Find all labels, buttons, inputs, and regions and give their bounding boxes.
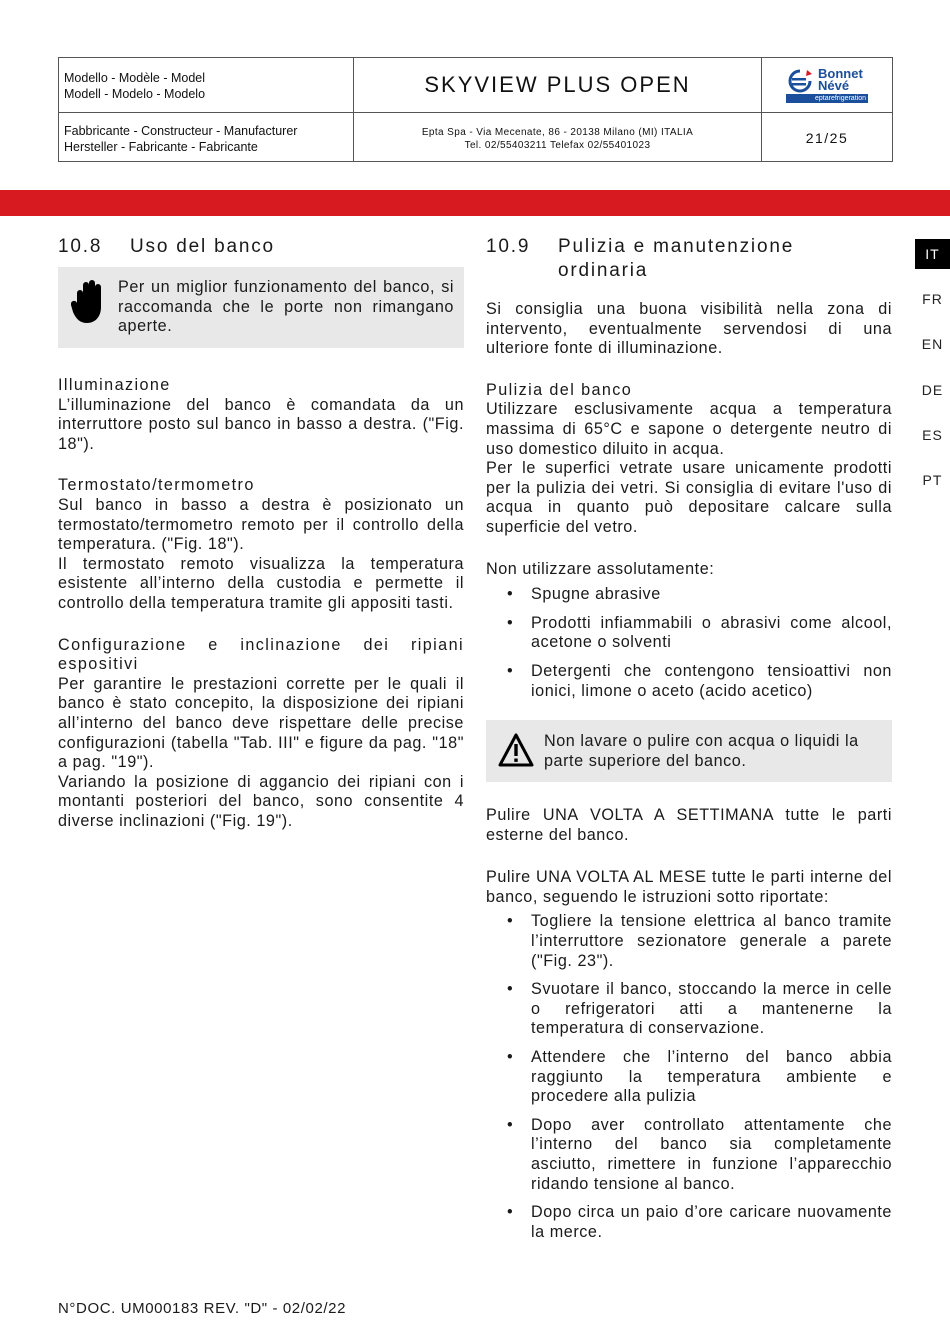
tab-es[interactable]: ES [922,427,943,443]
termostato-text-2: Il termostato remoto visualizza la temperatura esistente all’interno della custodia e permette il controllo della temperatura tramite gli appositi tasti. [58,554,464,612]
termostato-text-1: Sul banco in basso a destra è posizionato un termostato/termometro remoto per il controllo della temperatura. ("Fig. 18"). [58,495,464,554]
list-item: • Prodotti infiammabili o abrasivi come alcool, acetone o solventi [486,614,892,653]
left-column [58,235,464,831]
manufacturer-label: Fabbricante - Constructeur - Manufacturer Hersteller - Fabricante - Fabricante [64,124,298,154]
red-band [0,190,950,216]
warning-box [486,720,892,782]
pulizia-text-2: Per le superfici vetrate usare unicamente prodotti per la pulizia dei vetri. Si consiglia di evitare l'uso di acqua in quanto può depositare calcare sulla superficie del vetro. [486,459,892,536]
list-item: • Togliere la tensione elettrica al banco tramite l’interruttore sezionatore generale a parete ("Fig. 23"). [486,912,892,971]
manufacturer-address: Epta Spa - Via Mecenate, 86 - 20138 Milano (MI) ITALIA Tel. 02/55403211 Telefax 02/55401023 [421,127,694,151]
tab-fr[interactable]: FR [922,291,943,307]
divider [59,112,892,113]
right-column [486,235,892,1251]
weekly-text: Pulire UNA VOLTA A SETTIMANA tutte le parti esterne del banco. [486,806,892,844]
pulizia-title: Pulizia del banco [486,380,633,399]
tab-de[interactable]: DE [921,382,944,398]
document-number: N°DOC. UM000183 REV. "D" - 02/02/22 [58,1300,347,1317]
tab-en[interactable]: EN [921,336,944,352]
never-use-list [486,585,892,701]
section-title-10-9: 10.9 Pulizia e manutenzione ordinaria [486,236,795,281]
list-item: • Dopo aver controllato attentamente che l’interno del banco sia completamente asciutto, rimettere in funzione l’apparecchio ridando tensione al banco. [486,1116,892,1194]
product-title: SKYVIEW PLUS OPEN [424,72,691,97]
config-title: Configurazione e inclinazione dei ripiani espositivi [58,635,464,674]
section-title-10-8: 10.8 Uso del banco [58,236,275,257]
model-label: Modello - Modèle - Model Modell - Modelo - Modelo [64,71,206,101]
list-item: • Spugne abrasive [486,585,892,605]
monthly-text: Pulire UNA VOLTA AL MESE tutte le parti interne del banco, seguendo le istruzioni sotto riportate: [486,868,892,906]
pulizia-text-1: Utilizzare esclusivamente acqua a temperatura massima di 65°C e sapone o detergente neutro di uso domestico diluito in acqua. [486,400,892,458]
logo-mark-icon [784,68,816,94]
intro-text: Si consiglia una buona visibilità nella zona di intervento, eventualmente servendosi di una ulteriore fonte di illuminazione. [486,300,892,358]
list-item: • Svuotare il banco, stoccando la merce in celle o refrigeratori atti a mantenerne la temperatura di conservazione. [486,980,892,1039]
stop-hand-icon [71,279,103,323]
config-text-2: Variando la posizione di aggancio dei ripiani con i montanti posteriori del banco, sono consentite 4 diverse inclinazioni ("Fig. 19"). [58,772,464,830]
notice-box [58,267,464,348]
list-item: • Attendere che l’interno del banco abbia raggiunto la temperatura ambiente e procedere alla pulizia [486,1048,892,1107]
list-item: • Dopo circa un paio d’ore caricare nuovamente la merce. [486,1203,892,1242]
config-text-1: Per garantire le prestazioni corrette per le quali il banco è stato concepito, la disposizione dei ripiani all’interno del banco deve rispettare delle precise configurazioni (tabella "Tab. III" e figure da pag. "18" a pag. "19"). [58,674,464,772]
illuminazione-title: Illuminazione [58,376,171,394]
illuminazione-text: L’illuminazione del banco è comandata da un interruttore posto sul banco in basso a destra. ("Fig. 18"). [58,395,464,453]
tab-it[interactable]: IT [915,239,950,269]
brand-logo: Bonnet Névé eptarefrigeration [762,58,892,112]
never-use-text: Non utilizzare assolutamente: [486,559,715,578]
termostato-title: Termostato/termometro [58,476,255,495]
warning-text: Non lavare o pulire con acqua o liquidi la parte superiore del banco. [544,732,859,770]
header-table [58,57,893,162]
page-number: 21/25 [805,130,849,146]
notice-text: Per un miglior funzionamento del banco, si raccomanda che le porte non rimangano aperte. [118,278,454,336]
list-item: • Detergenti che contengono tensioattivi non ionici, limone o aceto (acido acetico) [486,662,892,701]
tab-pt[interactable]: PT [922,472,943,488]
steps-list [486,912,892,1242]
warning-triangle-icon [498,733,534,767]
